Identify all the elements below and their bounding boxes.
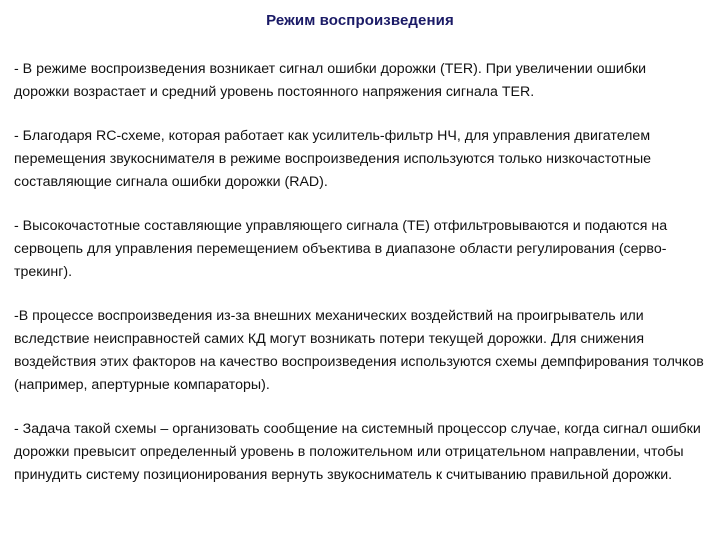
paragraph-high-frequency: - Высокочастотные составляющие управляющего сигнала (TE) отфильтровываются и подаются на сервоцепь для управления перемещением объектива в диапазоне области регулирования (сервотрекинг). [14, 218, 668, 280]
paragraph-scheme-task: - Задача такой схемы – организовать сообщение на системный процессор случае, когда сигнал ошибки дорожки превысит определенный уровень в положительном или отрицательном направлении, чтобы принудить систему позиционирования вернуть звукосниматель к считыванию правильной дорожки. [14, 421, 701, 483]
paragraph-shock-damping: -В процессе воспроизведения из-за внешних механических воздействий на проигрыватель или вследствие неисправностей самих КД могут возникать потери текущей дорожки. Для снижения воздействия этих факторов на качество воспроизведения используются схемы демпфирования толчков (например, апертурные компараторы). [14, 308, 704, 393]
paragraph-tracking-error: - В режиме воспроизведения возникает сигнал ошибки дорожки (TER). При увеличении ошибки дорожки возрастает и средний уровень постоянного напряжения сигнала TER. [14, 61, 647, 100]
slide-body [14, 58, 704, 487]
paragraph-rc-filter: - Благодаря RC-схеме, которая работает как усилитель-фильтр НЧ, для управления двигателем перемещения звукоснимателя в режиме воспроизведения используются только низкочастотные составляющие сигнала ошибки дорожки (RAD). [14, 128, 652, 190]
slide-title: Режим воспроизведения [266, 12, 454, 29]
